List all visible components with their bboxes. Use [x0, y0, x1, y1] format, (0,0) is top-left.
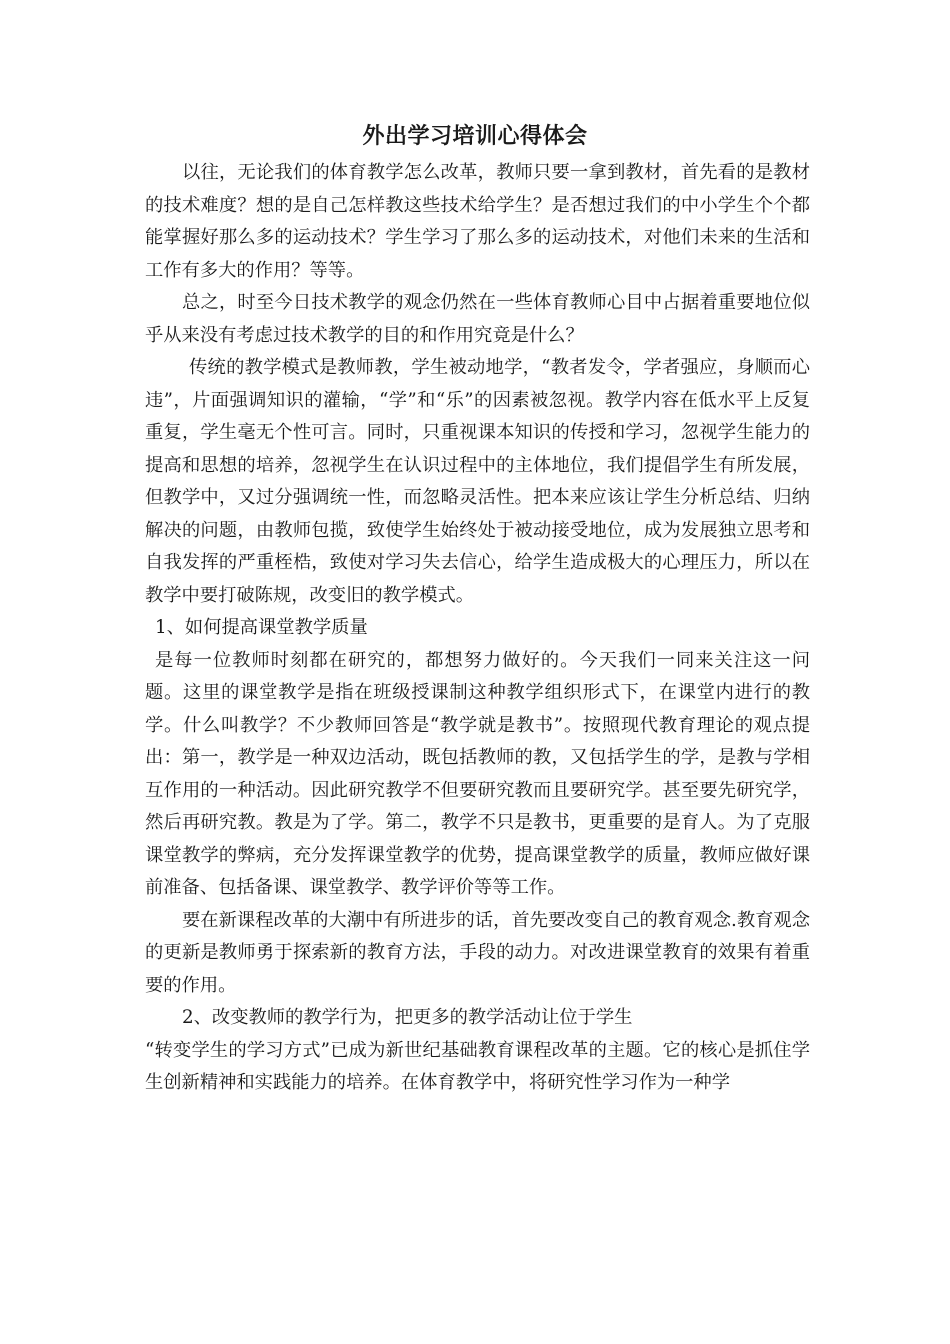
document-body: [145, 157, 810, 1100]
paragraph-3: 传统的教学模式是教师教，学生被动地学，“教者发令，学者强应，身顺而心违”，片面强调知识的灌输，“学”和“乐”的因素被忽视。教学内容在低水平上反复重复，学生毫无个性可言。同时，只重视课本知识的传授和学习，忽视学生能力的提高和思想的培养，忽视学生在认识过程中的主体地位，我们提倡学生有所发展，但教学中，又过分强调统一性，而忽略灵活性。把本来应该让学生分析总结、归纳解决的问题，由教师包揽，致使学生始终处于被动接受地位，成为发展独立思考和自我发挥的严重桎梏，致使对学习失去信心，给学生造成极大的心理压力，所以在教学中要打破陈规，改变旧的教学模式。: [145, 357, 810, 606]
paragraph-2: 总之，时至今日技术教学的观念仍然在一些体育教师心目中占据着重要地位似乎从来没有考虑过技术教学的目的和作用究竟是什么？: [145, 292, 810, 346]
document-title: 外出学习培训心得体会: [362, 123, 588, 149]
section-heading-1: 1、如何提高课堂教学质量: [155, 617, 368, 638]
paragraph-1: 以往，无论我们的体育教学怎么改革，教师只要一拿到教材，首先看的是教材的技术难度？想的是自己怎样教这些技术给学生？是否想过我们的中小学生个个都能掌握好那么多的运动技术？学生学习了那么多的运动技术，对他们未来的生活和工作有多大的作用？等等。: [145, 162, 810, 281]
paragraph-4: 是每一位教师时刻都在研究的，都想努力做好的。今天我们一同来关注这一问题。这里的课堂教学是指在班级授课制这种教学组织形式下，在课堂内进行的教学。什么叫教学？不少教师回答是“教学就是教书”。按照现代教育理论的观点提出：第一，教学是一种双边活动，既包括教师的教，又包括学生的学，是教与学相互作用的一种活动。因此研究教学不但要研究教而且要研究学。甚至要先研究学，然后再研究教。教是为了学。第二，教学不只是教书，更重要的是育人。为了克服课堂教学的弊病，充分发挥课堂教学的优势，提高课堂教学的质量，教师应做好课前准备、包括备课、课堂教学、教学评价等等工作。: [145, 649, 810, 898]
paragraph-6: “转变学生的学习方式”已成为新世纪基础教育课程改革的主题。它的核心是抓住学生创新精神和实践能力的培养。在体育教学中，将研究性学习作为一种学: [145, 1039, 810, 1093]
paragraph-5: 要在新课程改革的大潮中有所进步的话，首先要改变自己的教育观念.教育观念的更新是教师勇于探索新的教育方法，手段的动力。对改进课堂教育的效果有着重要的作用。: [145, 909, 810, 996]
section-heading-2: 2、改变教师的教学行为，把更多的教学活动让位于学生: [182, 1007, 633, 1028]
